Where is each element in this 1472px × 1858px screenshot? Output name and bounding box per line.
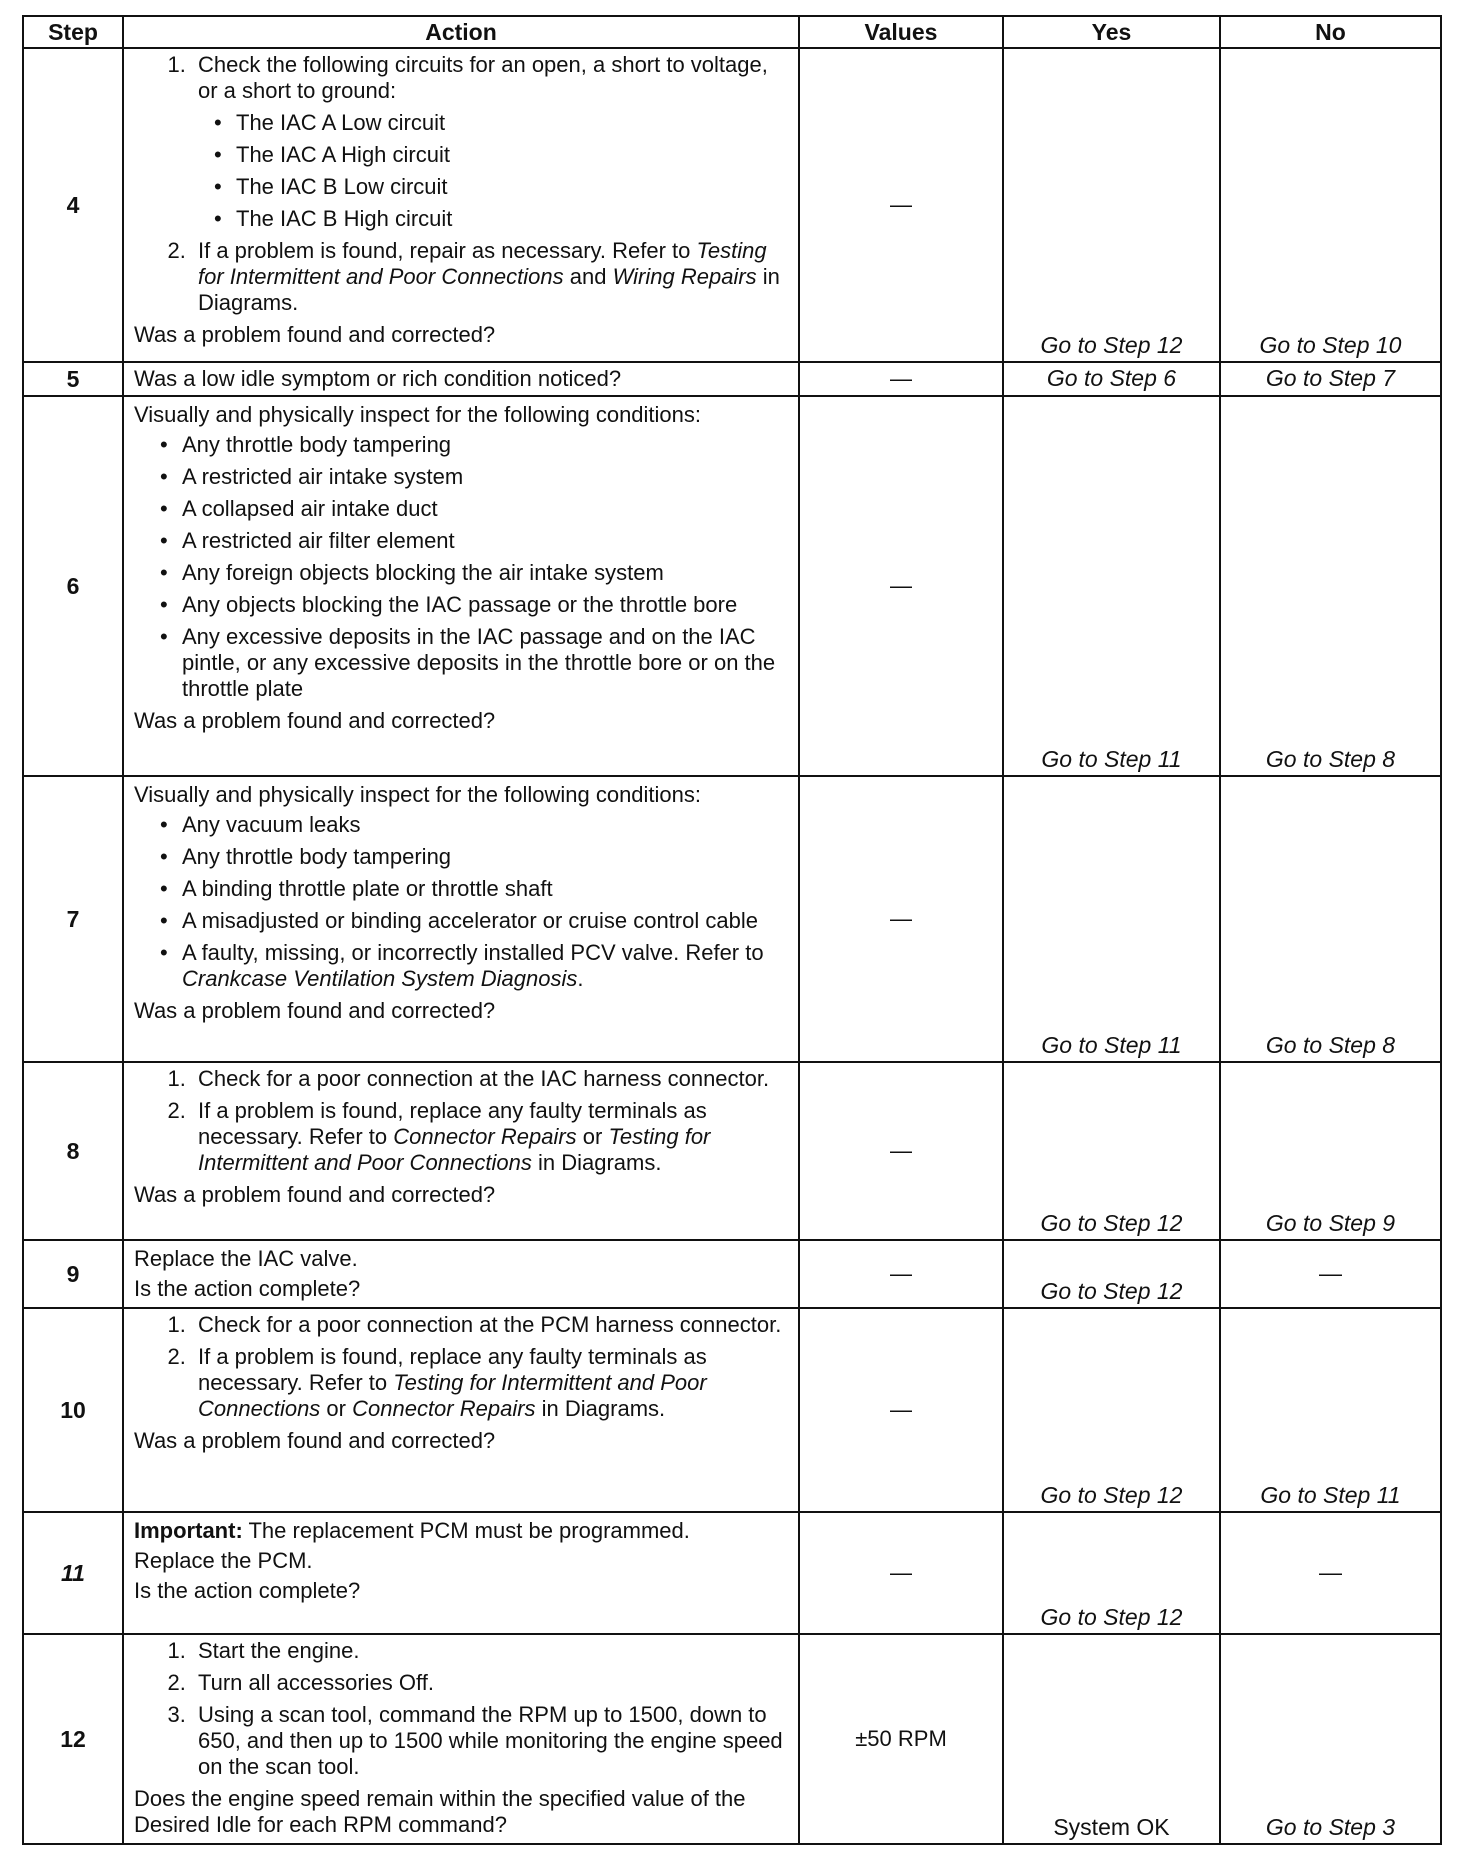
reference-link: Testing for Intermittent and Poor Connections [198,238,767,289]
step-number: 10 [23,1308,123,1512]
step-number: 7 [23,776,123,1062]
action-cell [123,1512,799,1634]
action-cell [123,776,799,1062]
reference-link: Testing for Intermittent and Poor Connections [198,1124,711,1175]
bullet-item: • The IAC B High circuit [236,206,792,232]
question-text: Is the action complete? [134,1276,361,1301]
bullet-item: • The IAC B Low circuit [236,174,792,200]
values-cell: — [799,362,1003,396]
question-text: Was a problem found and corrected? [134,1182,496,1207]
bullet-item: • Any throttle body tampering [182,432,792,458]
bullet-item: • The IAC A Low circuit [236,110,792,136]
values-cell: — [799,396,1003,776]
list-item-text: and [563,264,613,289]
list-item [192,52,792,232]
important-note [134,1518,792,1544]
yes-cell: System OK [1003,1634,1220,1844]
bullet-item: • Any vacuum leaks [182,812,792,838]
step-number: 11 [23,1512,123,1634]
values-cell: — [799,1062,1003,1240]
list-item-text: If a problem is found, replace any faulty terminals as necessary. Refer to [198,1344,707,1395]
diagnostic-table-container [22,15,1440,1845]
step-number: 8 [23,1062,123,1240]
yes-cell: Go to Step 12 [1003,48,1220,362]
header-action: Action [123,16,799,48]
action-cell [123,1634,799,1844]
action-text: Replace the PCM. [134,1548,313,1573]
values-cell: — [799,1240,1003,1308]
values-cell: — [799,48,1003,362]
action-text: Replace the IAC valve. [134,1246,358,1271]
values-cell: — [799,1512,1003,1634]
bullet-item: • Any throttle body tampering [182,844,792,870]
action-cell [123,48,799,362]
values-cell: — [799,776,1003,1062]
list-item-text: or [576,1124,609,1149]
bullet-item: • Any excessive deposits in the IAC passage and on the IAC pintle, or any excessive deposits in the throttle bore or on the throttle plate [182,624,792,702]
question-text: Is the action complete? [134,1578,361,1603]
bullet-item: • The IAC A High circuit [236,142,792,168]
table-row [23,48,1441,362]
action-cell [123,1308,799,1512]
yes-cell: Go to Step 11 [1003,396,1220,776]
step-number: 4 [23,48,123,362]
list-item-text: If a problem is found, repair as necessary. Refer to [198,238,697,263]
no-cell: Go to Step 7 [1220,362,1441,396]
table-row [23,1062,1441,1240]
action-cell [123,1062,799,1240]
important-text: The replacement PCM must be programmed. [242,1518,690,1543]
list-item [192,238,792,316]
bullet-text: . [577,966,584,991]
list-item-text: Check the following circuits for an open, a short to voltage, or a short to ground: [198,52,768,103]
yes-cell: Go to Step 12 [1003,1240,1220,1308]
table-row [23,362,1441,396]
intro-text: Visually and physically inspect for the following conditions: [134,402,702,427]
table-row [23,396,1441,776]
numbered-list [134,1312,792,1422]
reference-link: Connector Repairs [352,1396,536,1421]
bullet-item: • A misadjusted or binding accelerator or cruise control cable [182,908,792,934]
step-number: 12 [23,1634,123,1844]
table-row [23,1240,1441,1308]
question-text: Does the engine speed remain within the specified value of the Desired Idle for each RPM command? [134,1786,746,1837]
no-cell: Go to Step 9 [1220,1062,1441,1240]
header-yes: Yes [1003,16,1220,48]
action-cell [123,396,799,776]
action-cell [123,362,799,396]
no-cell: Go to Step 8 [1220,396,1441,776]
numbered-list [134,1066,792,1176]
no-cell: — [1220,1240,1441,1308]
bullet-list [134,432,792,702]
step-number: 9 [23,1240,123,1308]
question-text: Was a problem found and corrected? [134,1428,496,1453]
reference-link: Connector Repairs [393,1124,577,1149]
yes-cell: Go to Step 11 [1003,776,1220,1062]
numbered-list [134,52,792,316]
question-text: Was a problem found and corrected? [134,322,496,347]
bullet-item: • A restricted air filter element [182,528,792,554]
header-step: Step [23,16,123,48]
no-cell: Go to Step 11 [1220,1308,1441,1512]
list-item: 1. Check for a poor connection at the IAC harness connector. [192,1066,792,1092]
bullet-item: • Any foreign objects blocking the air intake system [182,560,792,586]
header-row [23,16,1441,48]
action-cell [123,1240,799,1308]
bullet-item: • A restricted air intake system [182,464,792,490]
table-row [23,1634,1441,1844]
step-number: 5 [23,362,123,396]
yes-cell: Go to Step 12 [1003,1062,1220,1240]
table-row [23,1308,1441,1512]
table-row [23,776,1441,1062]
question-text: Was a problem found and corrected? [134,998,496,1023]
question-text: Was a problem found and corrected? [134,708,496,733]
bullet-item: • A binding throttle plate or throttle shaft [182,876,792,902]
intro-text: Visually and physically inspect for the following conditions: [134,782,702,807]
values-cell: — [799,1308,1003,1512]
yes-cell: Go to Step 6 [1003,362,1220,396]
no-cell: Go to Step 3 [1220,1634,1441,1844]
reference-link: Crankcase Ventilation System Diagnosis [182,966,578,991]
no-cell: Go to Step 10 [1220,48,1441,362]
yes-cell: Go to Step 12 [1003,1512,1220,1634]
no-cell: Go to Step 8 [1220,776,1441,1062]
list-item: 1. Check for a poor connection at the PCM harness connector. [192,1312,792,1338]
list-item-text: in Diagrams. [531,1150,662,1175]
header-values: Values [799,16,1003,48]
values-cell: ±50 RPM [799,1634,1003,1844]
reference-link: Wiring Repairs [612,264,757,289]
bullet-list [198,110,792,232]
no-cell: — [1220,1512,1441,1634]
diagnostic-table [22,15,1442,1845]
table-row [23,1512,1441,1634]
bullet-item: • A collapsed air intake duct [182,496,792,522]
bullet-text: A faulty, missing, or incorrectly installed PCV valve. Refer to [182,940,764,965]
bullet-item [182,940,792,992]
list-item: 2. Turn all accessories Off. [192,1670,792,1696]
yes-cell: Go to Step 12 [1003,1308,1220,1512]
bullet-item: • Any objects blocking the IAC passage or the throttle bore [182,592,792,618]
list-item-text: or [320,1396,353,1421]
numbered-list [134,1638,792,1780]
header-no: No [1220,16,1441,48]
list-item-text: in Diagrams. [535,1396,666,1421]
question-text: Was a low idle symptom or rich condition noticed? [134,366,622,391]
list-item: 3. Using a scan tool, command the RPM up to 1500, down to 650, and then up to 1500 while monitoring the engine speed on the scan tool. [192,1702,792,1780]
list-item [192,1098,792,1176]
step-number: 6 [23,396,123,776]
list-item-text: If a problem is found, replace any faulty terminals as necessary. Refer to [198,1098,707,1149]
reference-link: Testing for Intermittent and Poor Connections [198,1370,707,1421]
list-item: 1. Start the engine. [192,1638,792,1664]
important-label: Important: [134,1518,243,1543]
bullet-list [134,812,792,992]
list-item [192,1344,792,1422]
list-item-text: in Diagrams. [198,264,780,315]
